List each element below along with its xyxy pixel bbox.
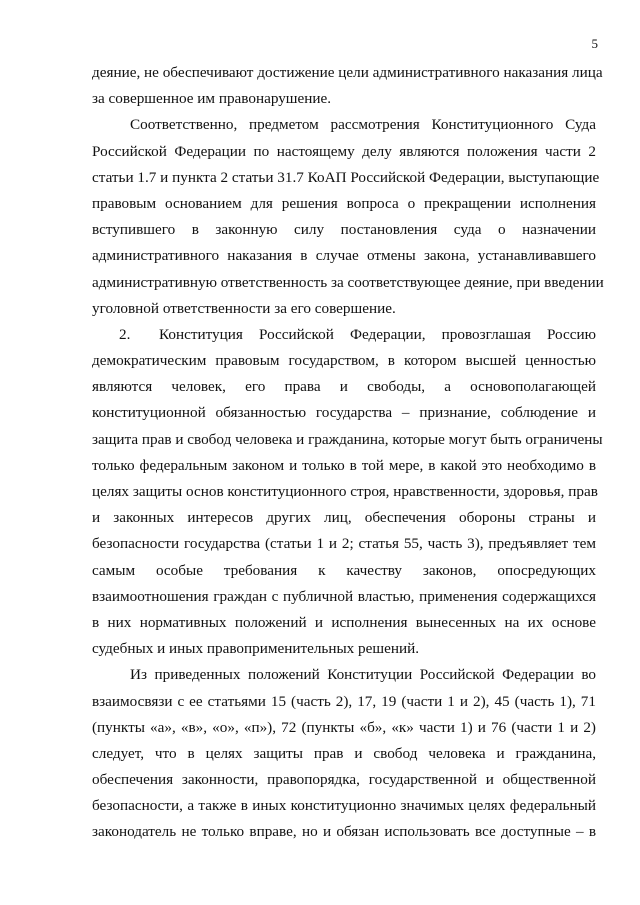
text-line: статьи 1.7 и пункта 2 статьи 31.7 КоАП Российской Федерации, выступающие [92,168,600,186]
paragraph-subject-of-review [92,112,604,322]
paragraph-number: 2. [119,325,131,343]
text-line: целях защиты основ конституционного строя, нравственности, здоровья, прав [92,483,598,500]
page-number: 5 [591,36,598,51]
text-line: взаимоотношения граждан с публичной властью, применения содержащихся [92,587,596,605]
text-line: (пункты «а», «в», «о», «п»), 72 (пункты «б», «к» части 1) и 76 (части 1 и 2) [92,718,596,736]
text-line: уголовной ответственности за его совершение. [92,299,396,317]
text-line: Из приведенных положений Конституции Российской Федерации во [130,666,596,684]
numbered-first-line [92,322,596,348]
text-line: Соответственно, предметом рассмотрения Конституционного Суда [130,116,596,134]
text-line: деяние, не обеспечивают достижение цели административного наказания лица [92,64,603,81]
text-line: в них нормативных положений и исполнения вынесенных на их основе [92,613,596,631]
text-line: только федеральным законом и только в той мере, в какой это необходимо в [92,456,596,474]
text-line: вступившего в законную силу постановления суда о назначении [92,221,596,239]
text-line: и законных интересов других лиц, обеспечения обороны страны и [92,509,596,527]
paragraph-constitution-provisions [92,662,596,845]
text-line: безопасности, а также в иных конституционно значимых целях федеральный [92,797,596,815]
text-line: защита прав и свобод человека и гражданина, которые могут быть ограничены [92,430,603,448]
text-line: Конституция Российской Федерации, провозглашая Россию [159,325,596,343]
text-line: административного наказания в случае отмены закона, устанавливавшего [92,247,596,265]
text-line: законодатель не только вправе, но и обязан использовать все доступные – в [92,823,596,841]
text-line: обеспечения законности, правопорядка, государственной и общественной [92,771,596,789]
text-line: административную ответственность за соответствующее деяние, при введении [92,273,604,291]
text-line: конституционной обязанностью государства – признание, соблюдение и [92,404,596,422]
text-line: Российской Федерации по настоящему делу являются положения части 2 [92,142,596,160]
paragraph-continuation [92,60,603,112]
document-text [92,60,604,846]
text-line: демократическим правовым государством, в котором высшей ценностью [92,352,596,370]
text-line: взаимосвязи с ее статьями 15 (часть 2), 17, 19 (части 1 и 2), 45 (часть 1), 71 [92,692,596,710]
text-line: за совершенное им правонарушение. [92,90,332,108]
text-line: безопасности государства (статьи 1 и 2; статья 55, часть 3), предъявляет тем [92,535,596,553]
paragraph-numbered-2 [92,322,603,662]
text-line: правовым основанием для решения вопроса о прекращении исполнения [92,194,596,212]
text-line: судебных и иных правоприменительных решений. [92,640,420,658]
text-line: самым особые требования к качеству законов, опосредующих [92,561,596,579]
text-line: следует, что в целях защиты прав и свобод человека и гражданина, [92,744,596,762]
text-line: являются человек, его права и свободы, а основополагающей [92,378,596,396]
